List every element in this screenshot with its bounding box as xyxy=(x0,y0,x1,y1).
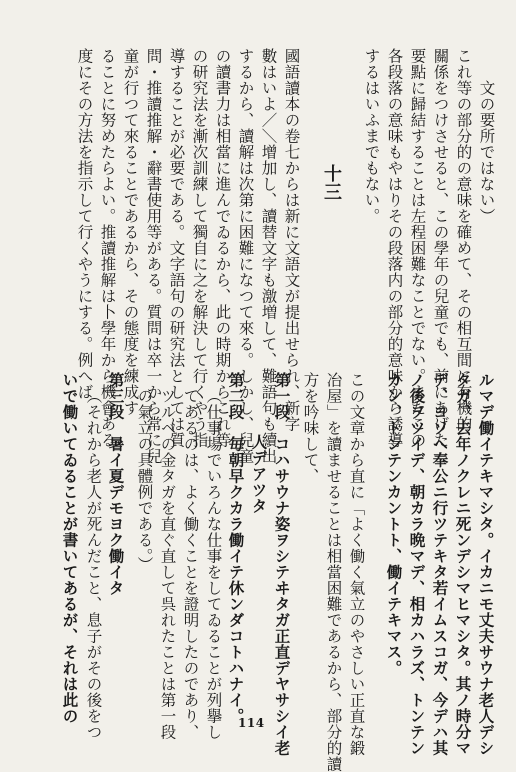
paragraph-step-1: 第一段 コハサウナ姿ヲシテヰタガ正直デヤサシイ老 xyxy=(272,372,292,756)
text-column: の研究法を漸次訓練して獨自に之を解決して行くやう指 xyxy=(190,48,209,448)
text-column: の讀書力は相當に進んでゐるから、此の時期からこれ等 xyxy=(213,48,232,448)
text-column: ツルベの金タガを直ぐ直して呉れたことは第一段 xyxy=(158,388,177,740)
text-column: するはいふまでもない。 xyxy=(362,48,381,224)
text-column: 數はいよ／＼增加し、讀替文字も激増して、難語句も續出 xyxy=(259,48,278,464)
katakana-column: ルマデ働イテキマシタ。イカニモ丈夫サウナ老人デシ xyxy=(476,372,496,756)
text-column: この文章から直に「よく働く氣立のやさしい正直な鍛 xyxy=(347,372,366,756)
text-column: 度にその方法を指示して行くやうにする。例へば xyxy=(75,48,94,400)
text-column: するから、讀解は次第に困難になつて來る。しかし、兒童 xyxy=(236,48,255,464)
text-column: これ等の部分的の意味を確めて、その相互間に有機的 xyxy=(454,48,473,432)
text-column: 關係をつけさせると、この學年の兒童でも、前にあげた xyxy=(431,48,450,448)
text-column: ることに努めたらよい。推讀推解は卜學年から機會ある xyxy=(98,48,117,448)
katakana-column: タガ、去年ノクレニ死ンデシマヒマシタ。其ノ時分マ xyxy=(453,372,473,756)
section-heading: 十三 xyxy=(321,164,342,201)
text-column: （それから老人が死んだこと、息子がその後をつ xyxy=(84,388,103,740)
text-column: 方を吟味して、 xyxy=(301,372,320,484)
text-column: の氣立の具體例である。） xyxy=(135,388,154,573)
katakana-column: ノ後ヲツイデ、朝カラ晩マデ、相カハラズ、トンテン xyxy=(407,372,427,756)
katakana-column: カン、トンテンカントト、働イテキマス。 xyxy=(384,372,404,676)
text-column: （仕事場でいろんな仕事をしてゐることが列擧し xyxy=(204,388,223,740)
text-column: 文の要所ではない） xyxy=(477,80,496,224)
text-column: いで働いてゐることが書いてあるが、それは此の xyxy=(60,372,80,724)
text-column: 冶屋」を讀ませることは相當困難であるから、部分的讀 xyxy=(324,372,343,772)
text-column: 國語讀本の卷七からは新に文語文が提出せられ、新字 xyxy=(282,48,301,432)
text-column: 問・推讀推解・辭書使用等がある。質問は卒一から常に兒 xyxy=(144,48,163,464)
text-column: 導することが必要である。文字語句の研究法としては質 xyxy=(167,48,186,448)
katakana-column: デ、ヨソヘ奉公ニ行ツテキタ若イムスコガ、今デハ其 xyxy=(430,372,450,756)
paragraph-step-2: 第二段 毎朝早クカラ働イテ休ンダコトハナイ。 xyxy=(226,372,246,724)
paragraph-step-3: 第三段 暑イ夏デモヨク働イタ xyxy=(106,372,126,596)
text-column: てあるのは、よく働くことを證明したのであり、 xyxy=(181,388,200,740)
page-number: 114 xyxy=(238,716,265,730)
text-column: 童が行つて來ることであるから、その態度を練成す xyxy=(121,48,140,416)
paragraph-step-1-cont: 人デアツタ xyxy=(249,434,269,514)
text-column: 要點に歸結することは左程困難なことでない。またこの xyxy=(408,48,427,448)
text-column: 各段落の意味もやはりその段落内の部分的意味から誘導 xyxy=(385,48,404,448)
